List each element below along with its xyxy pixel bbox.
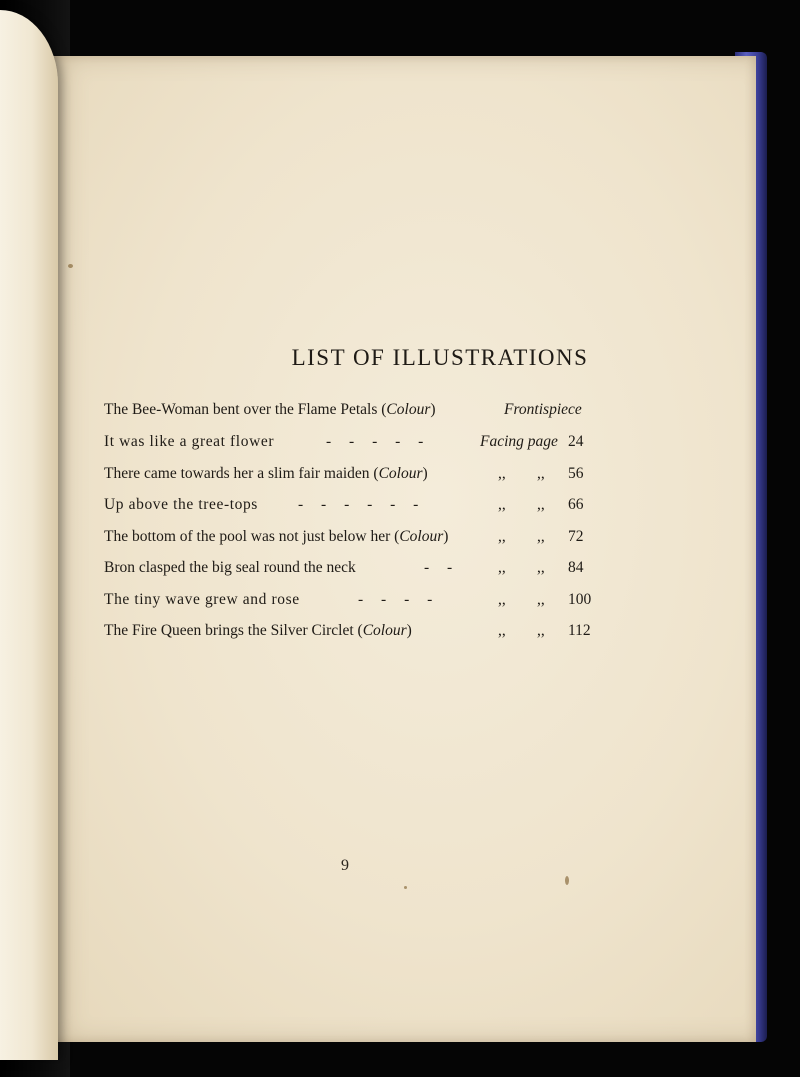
entry-page: 66 bbox=[568, 496, 584, 513]
entry-leader: - - - - bbox=[358, 591, 440, 608]
entry-page: 72 bbox=[568, 528, 584, 545]
entry-facing-label: Facing page bbox=[480, 433, 558, 450]
entry-ditto: ,, bbox=[537, 528, 545, 545]
entry-leader: - - bbox=[424, 559, 460, 576]
illustration-entry bbox=[104, 433, 604, 457]
entry-ditto: ,, bbox=[537, 591, 545, 608]
illustration-entry bbox=[104, 401, 604, 425]
entry-text: The bottom of the pool was not just below her (Colour) bbox=[104, 528, 449, 545]
entry-text: The Bee-Woman bent over the Flame Petals (Colour) bbox=[104, 401, 436, 418]
entry-text: There came towards her a slim fair maiden (Colour) bbox=[104, 465, 428, 482]
entry-page: 84 bbox=[568, 559, 584, 576]
entry-ditto: ,, bbox=[537, 622, 545, 639]
entry-ditto: ,, bbox=[537, 559, 545, 576]
illustration-entry bbox=[104, 528, 604, 552]
entry-text: Bron clasped the big seal round the neck bbox=[104, 559, 356, 576]
entry-ditto: ,, bbox=[498, 559, 506, 576]
entry-leader: - - - - - - bbox=[298, 496, 426, 513]
entry-ditto: ,, bbox=[537, 465, 545, 482]
illustration-entry bbox=[104, 591, 604, 615]
illustration-entry bbox=[104, 496, 604, 520]
entry-text: The tiny wave grew and rose bbox=[104, 591, 300, 608]
paper-speck bbox=[565, 876, 569, 885]
page-title: LIST OF ILLUSTRATIONS bbox=[291, 345, 589, 370]
paper-speck bbox=[404, 886, 407, 889]
entry-page-label: Frontispiece bbox=[504, 401, 582, 418]
paper-speck bbox=[68, 264, 73, 268]
entry-text: The Fire Queen brings the Silver Circlet (Colour) bbox=[104, 622, 412, 639]
page-number: 9 bbox=[341, 857, 349, 874]
illustration-entry bbox=[104, 559, 604, 583]
entry-page: 24 bbox=[568, 433, 584, 450]
entry-leader: - - - - - bbox=[326, 433, 431, 450]
entry-ditto: ,, bbox=[498, 465, 506, 482]
illustration-entry bbox=[104, 622, 604, 646]
entry-ditto: ,, bbox=[498, 622, 506, 639]
entry-text: Up above the tree-tops bbox=[104, 496, 258, 513]
entry-page: 112 bbox=[568, 622, 591, 639]
entry-ditto: ,, bbox=[498, 591, 506, 608]
entry-ditto: ,, bbox=[498, 528, 506, 545]
entry-ditto: ,, bbox=[498, 496, 506, 513]
entry-ditto: ,, bbox=[537, 496, 545, 513]
entry-page: 100 bbox=[568, 591, 592, 608]
facing-page-curl bbox=[0, 10, 58, 1060]
entry-page: 56 bbox=[568, 465, 584, 482]
entry-text: It was like a great flower bbox=[104, 433, 275, 450]
illustration-entry bbox=[104, 465, 604, 489]
